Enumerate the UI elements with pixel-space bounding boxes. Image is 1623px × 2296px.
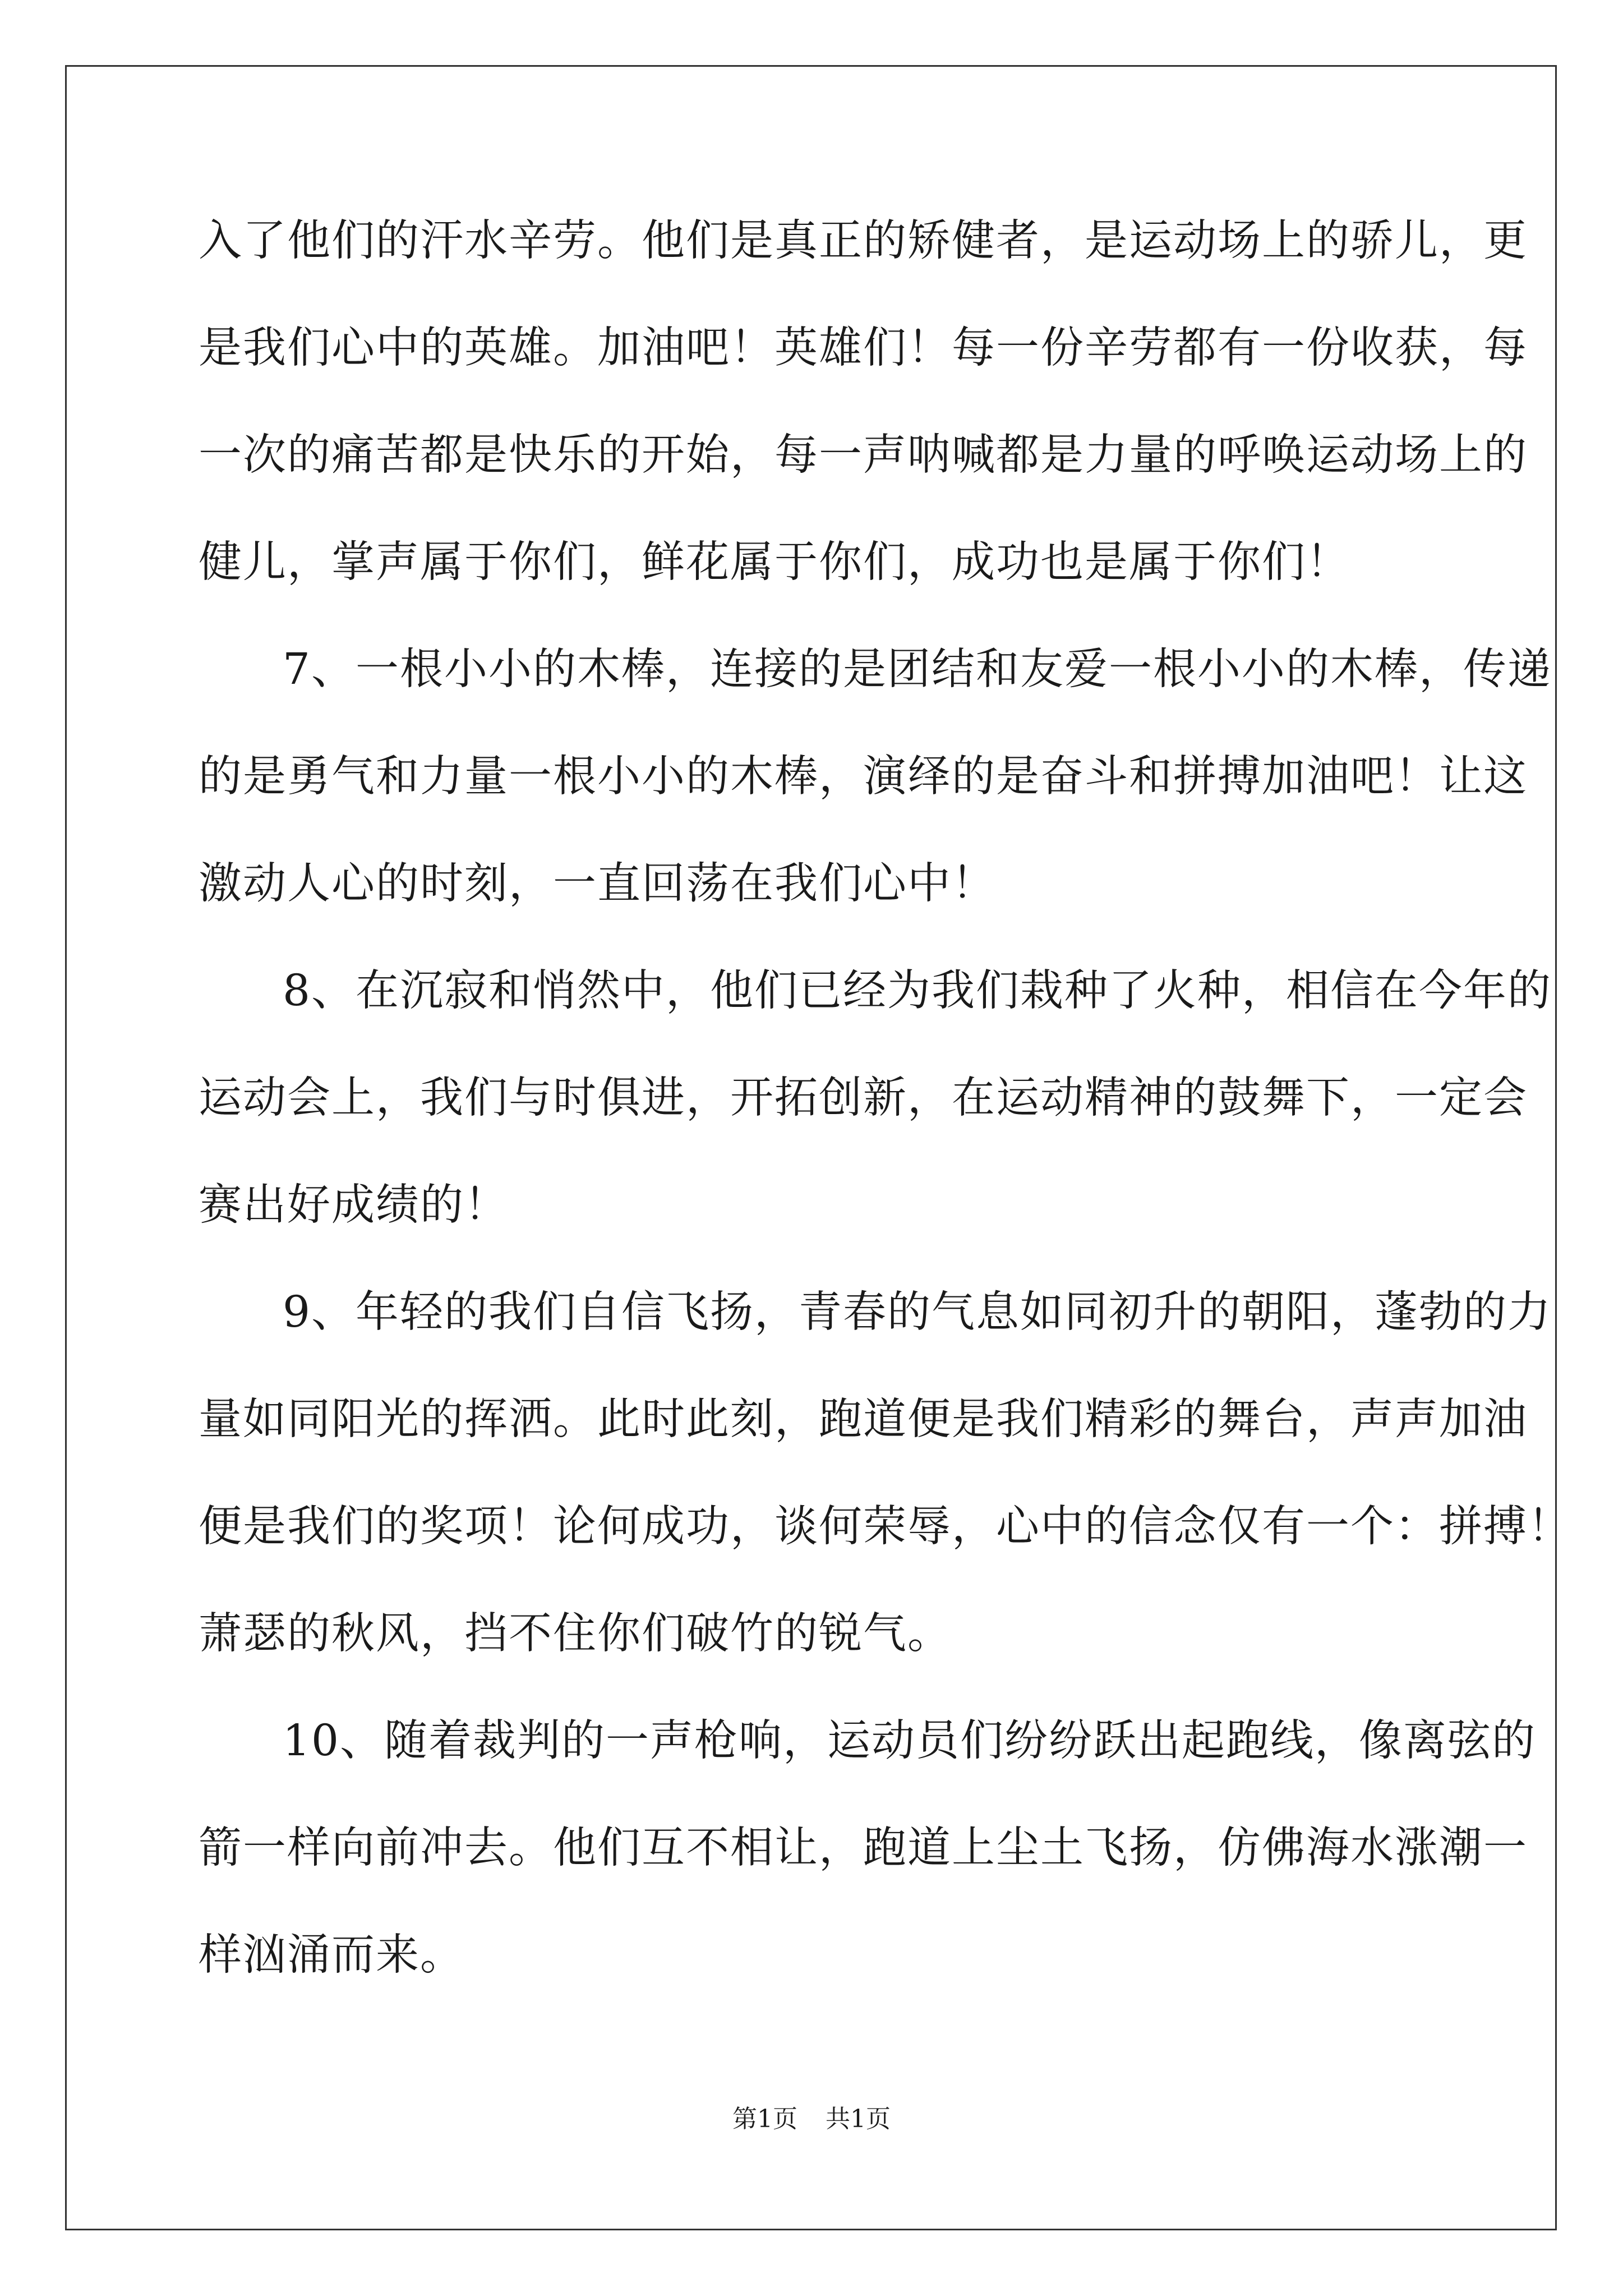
text-line: 一次的痛苦都是快乐的开始，每一声呐喊都是力量的呼唤运动场上的 xyxy=(199,430,1528,480)
text-line: 9、年轻的我们自信飞扬，青春的气息如同初升的朝阳，蓬勃的力 xyxy=(283,1287,1552,1337)
paragraph-7 xyxy=(199,642,1552,963)
paragraph-continued xyxy=(199,213,1528,642)
text-line: 的是勇气和力量一根小小的木棒，演绎的是奋斗和拼搏加油吧！让这 xyxy=(199,752,1528,802)
page-number-total: 共1页 xyxy=(826,2105,891,2133)
text-line: 萧瑟的秋风，挡不住你们破竹的锐气。 xyxy=(199,1609,952,1659)
text-line: 赛出好成绩的！ xyxy=(199,1180,509,1230)
page-number-current: 第1页 xyxy=(732,2105,797,2133)
text-line: 样汹涌而来。 xyxy=(199,1930,464,1980)
text-line: 运动会上，我们与时俱进，开拓创新，在运动精神的鼓舞下，一定会 xyxy=(199,1073,1528,1123)
text-line: 健儿，掌声属于你们，鲜花属于你们，成功也是属于你们！ xyxy=(199,537,1350,587)
page-footer xyxy=(0,2102,1623,2136)
text-line: 激动人心的时刻，一直回荡在我们心中！ xyxy=(199,859,996,909)
text-line: 便是我们的奖项！论何成功，谈何荣辱，心中的信念仅有一个：拼搏！ xyxy=(199,1502,1572,1552)
paragraph-10 xyxy=(199,1713,1536,2035)
text-line: 7、一根小小的木棒，连接的是团结和友爱一根小小的木棒，传递 xyxy=(283,645,1552,694)
text-line: 箭一样向前冲去。他们互不相让，跑道上尘土飞扬，仿佛海水涨潮一 xyxy=(199,1823,1528,1873)
document-body xyxy=(199,213,1572,2035)
paragraph-8 xyxy=(199,963,1552,1285)
text-line: 量如同阳光的挥洒。此时此刻，跑道便是我们精彩的舞台，声声加油 xyxy=(199,1395,1528,1444)
text-line: 入了他们的汗水辛劳。他们是真正的矫健者，是运动场上的骄儿，更 xyxy=(199,216,1528,266)
text-line: 是我们心中的英雄。加油吧！英雄们！每一份辛劳都有一份收获，每 xyxy=(199,323,1528,373)
text-line: 10、随着裁判的一声枪响，运动员们纷纷跃出起跑线，像离弦的 xyxy=(283,1716,1536,1766)
text-line: 8、在沉寂和悄然中，他们已经为我们栽种了火种，相信在今年的 xyxy=(283,966,1552,1016)
paragraph-9 xyxy=(199,1285,1572,1713)
